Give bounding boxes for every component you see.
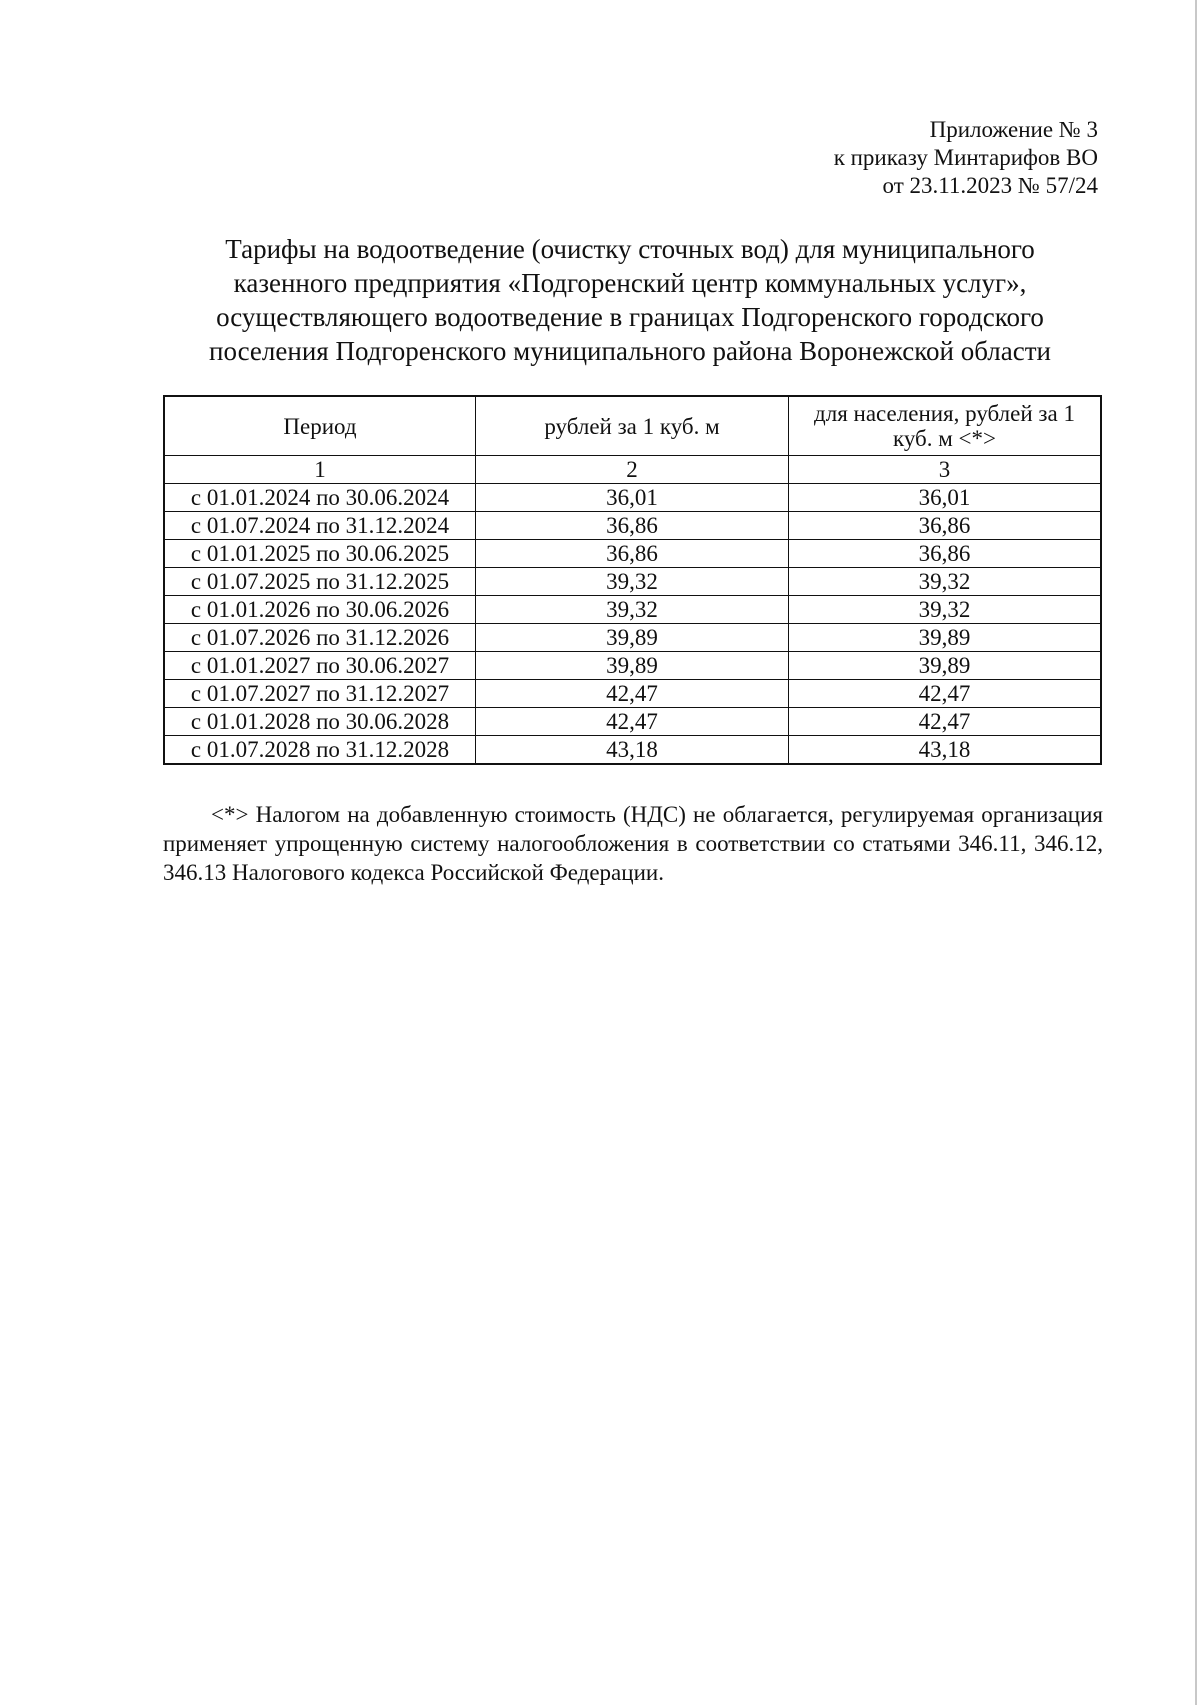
- cell-population-rate: 36,01: [789, 484, 1102, 512]
- appendix-number: Приложение № 3: [929, 117, 1098, 142]
- cell-population-rate: 39,89: [789, 652, 1102, 680]
- cell-period: с 01.01.2028 по 30.06.2028: [164, 708, 476, 736]
- cell-rate: 39,32: [476, 568, 789, 596]
- cell-period: с 01.01.2027 по 30.06.2027: [164, 652, 476, 680]
- cell-rate: 42,47: [476, 708, 789, 736]
- table-row: [164, 652, 1101, 680]
- table-row: [164, 512, 1101, 540]
- cell-period: с 01.07.2026 по 31.12.2026: [164, 624, 476, 652]
- table-header-row: [164, 396, 1101, 456]
- header-period: Период: [164, 396, 476, 456]
- cell-period: с 01.07.2025 по 31.12.2025: [164, 568, 476, 596]
- cell-period: с 01.01.2026 по 30.06.2026: [164, 596, 476, 624]
- cell-population-rate: 39,32: [789, 596, 1102, 624]
- appendix-order-date: от 23.11.2023 № 57/24: [882, 173, 1098, 198]
- cell-rate: 36,86: [476, 540, 789, 568]
- cell-period: с 01.01.2025 по 30.06.2025: [164, 540, 476, 568]
- cell-rate: 36,86: [476, 512, 789, 540]
- column-number-row: [164, 456, 1101, 484]
- header-rate: рублей за 1 куб. м: [476, 396, 789, 456]
- header-population-rate: для населения, рублей за 1 куб. м <*>: [789, 396, 1102, 456]
- footnote: [163, 800, 1103, 887]
- column-number: 2: [476, 456, 789, 484]
- table-row: [164, 484, 1101, 512]
- cell-population-rate: 36,86: [789, 512, 1102, 540]
- table-row: [164, 736, 1101, 765]
- footnote-text: <*> Налогом на добавленную стоимость (НДС) не облагается, регулируемая организация применяет упрощенную систему налогообложения в соответствии со статьями 346.11, 346.12, 346.13 Налогового кодекса Российской Федерации.: [163, 802, 1103, 885]
- cell-population-rate: 39,32: [789, 568, 1102, 596]
- table-row: [164, 596, 1101, 624]
- cell-rate: 42,47: [476, 680, 789, 708]
- cell-rate: 39,89: [476, 624, 789, 652]
- appendix-order-ref: к приказу Минтарифов ВО: [833, 145, 1098, 170]
- cell-population-rate: 36,86: [789, 540, 1102, 568]
- appendix-reference: [834, 116, 1098, 200]
- tariff-table: [163, 395, 1102, 765]
- title-line: казенного предприятия «Подгоренский центр коммунальных услуг»,: [233, 268, 1027, 298]
- cell-period: с 01.07.2027 по 31.12.2027: [164, 680, 476, 708]
- cell-population-rate: 42,47: [789, 680, 1102, 708]
- column-number: 1: [164, 456, 476, 484]
- cell-rate: 39,32: [476, 596, 789, 624]
- cell-population-rate: 39,89: [789, 624, 1102, 652]
- cell-rate: 39,89: [476, 652, 789, 680]
- cell-population-rate: 43,18: [789, 736, 1102, 765]
- document-title: [130, 232, 1130, 368]
- cell-period: с 01.01.2024 по 30.06.2024: [164, 484, 476, 512]
- table-row: [164, 540, 1101, 568]
- column-number: 3: [789, 456, 1102, 484]
- title-line: осуществляющего водоотведение в границах Подгоренского городского: [216, 302, 1044, 332]
- cell-rate: 36,01: [476, 484, 789, 512]
- cell-population-rate: 42,47: [789, 708, 1102, 736]
- table-row: [164, 624, 1101, 652]
- cell-period: с 01.07.2024 по 31.12.2024: [164, 512, 476, 540]
- cell-period: с 01.07.2028 по 31.12.2028: [164, 736, 476, 765]
- table-row: [164, 708, 1101, 736]
- cell-rate: 43,18: [476, 736, 789, 765]
- table-row: [164, 680, 1101, 708]
- scan-edge-line: [1195, 0, 1197, 1705]
- table-row: [164, 568, 1101, 596]
- title-line: поселения Подгоренского муниципального района Воронежской области: [209, 336, 1051, 366]
- title-line: Тарифы на водоотведение (очистку сточных вод) для муниципального: [225, 234, 1035, 264]
